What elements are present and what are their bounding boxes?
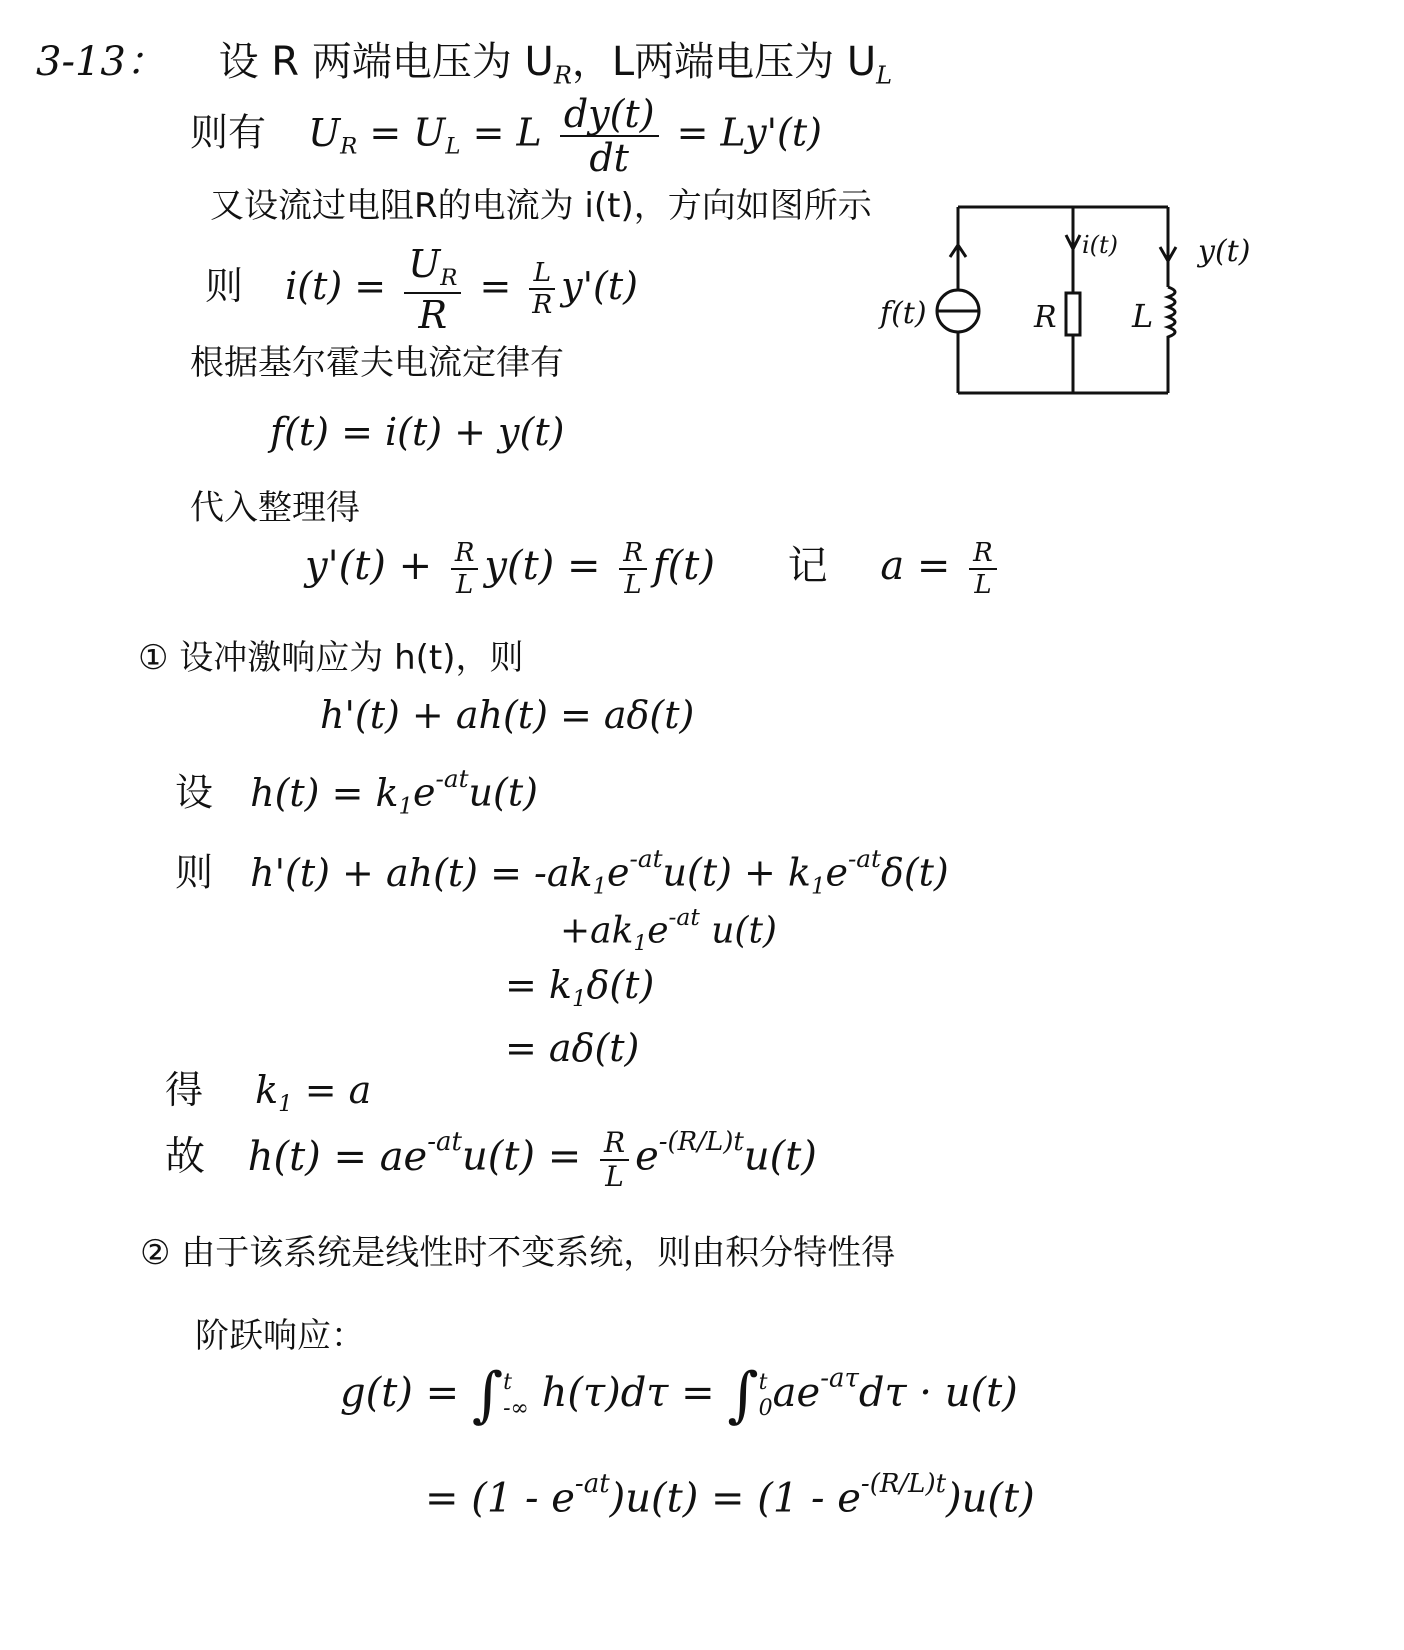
current-definition-text: 又设流过电阻R的电流为 i(t)，方向如图所示 [210, 186, 872, 226]
eq11-sup2: -(R/L)t [658, 1127, 744, 1157]
equation-step-result [425, 1470, 1035, 1521]
part-2-text: 由于该系统是线性时不变系统，则由积分特性得 [181, 1233, 896, 1273]
header-sub-r: R [553, 61, 572, 90]
eq6-b: e [413, 770, 436, 815]
eq4-frac1 [451, 540, 479, 598]
eq2-prefix: 则 [205, 263, 244, 308]
eq11-sup: -at [427, 1127, 462, 1157]
equation-k1-delta [505, 965, 654, 1012]
source-label: f(t) [880, 296, 927, 331]
equation-assume-h [175, 765, 538, 820]
eq8-sub: 1 [571, 985, 587, 1012]
eq7-prefix: 则 [175, 850, 214, 895]
eq7-b: e [607, 850, 630, 895]
eq4-note: 记 [787, 543, 828, 589]
eq11-d: L [605, 1159, 624, 1193]
eq13-a: = (1 - e [425, 1475, 575, 1522]
equation-substitute-h-cont [560, 905, 777, 956]
eq12-d: dτ · u(t) [858, 1370, 1018, 1416]
eq7-sup2: -at [847, 844, 881, 873]
equation-current [205, 242, 638, 337]
eq2-eq: = [479, 263, 512, 308]
eq4-d3: L [974, 570, 992, 600]
part-1-text: 设冲激响应为 h(t)，则 [179, 638, 524, 678]
eq8-a: = k [505, 963, 572, 1007]
substitute-text: 代入整理得 [190, 488, 360, 528]
eq12-b: h(τ)dτ = [541, 1370, 715, 1416]
eq1-fraction [560, 92, 659, 180]
output-label: y(t) [1198, 234, 1251, 269]
eq12-limits-1 [503, 1370, 529, 1423]
eq11-n: R [600, 1129, 629, 1161]
eq4-a: y'(t) + [305, 543, 433, 589]
equation-a-delta: = aδ(t) [505, 1026, 640, 1070]
step-response-label: 阶跃响应： [195, 1316, 365, 1356]
eq7b-b: e [647, 910, 669, 952]
eq12-lo2: 0 [758, 1396, 773, 1421]
eq10-sub: 1 [278, 1090, 293, 1117]
eq2-num1: U [408, 242, 441, 286]
problem-number: 3-13： [36, 39, 166, 85]
eq7-d: e [825, 850, 848, 895]
header-sub-l: L [876, 61, 893, 90]
eq2-den2: R [532, 289, 553, 321]
eq12-hi1: t [503, 1369, 512, 1395]
header-line [36, 40, 892, 89]
eq11-a: h(t) = ae [247, 1133, 428, 1180]
eq8-b: δ(t) [586, 963, 655, 1007]
eq12-a: g(t) = [340, 1370, 460, 1416]
eq12-int1: ∫ [471, 1360, 504, 1430]
eq2-lhs: i(t) = [285, 263, 387, 308]
eq2-rhs: y'(t) [561, 263, 638, 308]
inductor-symbol [1168, 287, 1175, 343]
equation-kcl: f(t) = i(t) + y(t) [270, 410, 565, 454]
eq2-fraction-1 [404, 242, 461, 337]
eq6-sup: -at [435, 764, 469, 793]
eq10-b: = a [292, 1068, 372, 1112]
part-2-heading [140, 1235, 895, 1272]
eq13-sup: -at [574, 1469, 610, 1499]
eq7b-sup: -at [668, 903, 700, 931]
eq11-prefix: 故 [165, 1133, 205, 1180]
eq12-c: ae [772, 1370, 821, 1416]
equation-substitute-h [175, 845, 949, 900]
part-2-mark: ② [140, 1233, 171, 1273]
eq13-b: )u(t) = (1 - e [609, 1475, 861, 1522]
eq12-limits-2 [759, 1370, 773, 1423]
equation-h-result [165, 1125, 817, 1193]
eq7b-sub: 1 [633, 931, 648, 957]
eq6-sub: 1 [398, 793, 414, 820]
eq1-lhs-sub: R [340, 133, 358, 160]
eq6-a: h(t) = k [250, 770, 399, 815]
eq12-hi2: t [758, 1369, 768, 1395]
eq4-d1: L [455, 570, 474, 600]
eq6-c: u(t) [468, 770, 538, 815]
eq10-a: k [255, 1068, 279, 1112]
equation-step-integral [340, 1362, 1018, 1428]
eq1-eq: = L [460, 110, 542, 155]
eq2-num1-sub: R [440, 264, 458, 291]
eq11-b: u(t) = [461, 1133, 582, 1180]
eq4-c: f(t) [652, 543, 715, 589]
equation-impulse: h'(t) + ah(t) = aδ(t) [320, 693, 695, 737]
eq1-mid: = U [357, 110, 446, 155]
equation-k1-result [165, 1070, 371, 1117]
resistor-label: R [1034, 300, 1057, 335]
resistor-symbol [1066, 293, 1080, 335]
kcl-text: 根据基尔霍夫电流定律有 [190, 343, 564, 383]
eq1-lhs: U [308, 110, 341, 155]
eq12-int2: ∫ [727, 1360, 759, 1430]
eq7-sup: -at [629, 844, 663, 873]
eq1-prefix: 则有 [190, 110, 267, 155]
eq7-sub2: 1 [810, 873, 826, 900]
eq11-c: e [635, 1133, 659, 1180]
eq10-prefix: 得 [165, 1068, 204, 1112]
part-1-mark: ① [138, 638, 169, 678]
eq4-n2: R [619, 540, 647, 570]
eq1-mid-sub: L [445, 133, 461, 160]
circuit-diagram [870, 195, 1290, 410]
eq1-rhs: = Ly'(t) [676, 110, 822, 155]
eq7-sub: 1 [592, 873, 608, 900]
eq4-frac3 [969, 540, 997, 598]
eq11-frac [600, 1125, 629, 1193]
eq1-den: dt [589, 136, 629, 180]
eq2-den1: R [418, 292, 448, 337]
equation-voltage [190, 92, 822, 180]
eq12-lo1: -∞ [503, 1396, 529, 1421]
eq12-sup: -aτ [820, 1363, 859, 1394]
equation-differential [305, 540, 1003, 598]
eq4-d: a = [880, 543, 951, 589]
eq13-c: )u(t) [946, 1475, 1035, 1522]
eq1-num: dy(t) [560, 95, 659, 137]
eq2-fraction-2 [529, 256, 555, 321]
eq4-b: y(t) = [484, 543, 601, 589]
eq13-sup2: -(R/L)t [860, 1469, 947, 1499]
eq4-n3: R [969, 540, 997, 570]
eq2-num2: L [529, 260, 555, 291]
eq7b-a: +ak [560, 910, 634, 952]
header-text-1: 设 R 两端电压为 U [218, 39, 554, 85]
eq4-frac2 [619, 540, 647, 598]
header-text-2: ，L两端电压为 U [571, 39, 877, 85]
eq4-n1: R [451, 540, 479, 570]
part-1-heading [138, 640, 524, 677]
current-label: i(t) [1082, 231, 1119, 259]
eq7-a: h'(t) + ah(t) = -ak [250, 850, 593, 895]
eq6-prefix: 设 [175, 770, 214, 815]
eq7b-c: u(t) [699, 910, 777, 952]
eq11-e: u(t) [743, 1133, 817, 1180]
eq7-c: u(t) + k [662, 850, 811, 895]
eq7-e: δ(t) [880, 850, 949, 895]
inductor-label: L [1132, 297, 1154, 335]
eq4-d2: L [624, 570, 642, 600]
